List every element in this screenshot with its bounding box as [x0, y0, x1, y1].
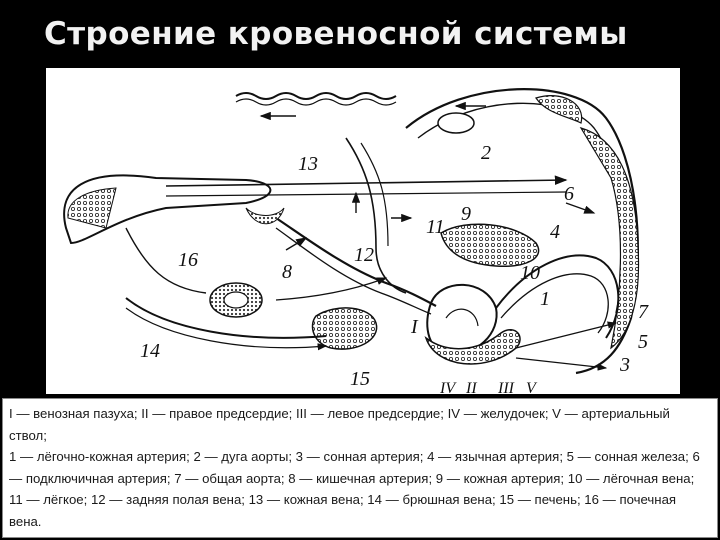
label-15: 15: [350, 368, 370, 390]
legend-heart-parts: I — венозная пазуха; II — правое предсердие; III — левое предсердие; IV — желудочек; V — артериальный ствол;: [9, 406, 670, 443]
label-9: 9: [461, 203, 471, 225]
label-7: 7: [638, 301, 648, 323]
liver: [312, 308, 376, 349]
label-roman-III: III: [498, 380, 514, 394]
label-2: 2: [481, 142, 491, 164]
label-13: 13: [298, 153, 318, 175]
diagram-drawing: [46, 68, 680, 394]
label-14: 14: [140, 340, 160, 362]
label-16: 16: [178, 249, 198, 271]
label-roman-IV: IV: [440, 380, 456, 394]
label-8: 8: [282, 261, 292, 283]
label-5: 5: [638, 331, 648, 353]
label-roman-II: II: [466, 380, 477, 394]
legend-vessels: 1 — лёгочно-кожная артерия; 2 — дуга аорты; 3 — сонная артерия; 4 — язычная артерия; 5 — сонная железа; 6 — подключичная артерия; 7 — общая аорта; 8 — кишечная артерия; 9 — кожная артерия; 10 — лёгочная вена; 11 — лёгкое; 12 — задняя полая вена; 13 — кожная вена; 14 — брюшная вена; 15 — печень; 16 — почечная вена.: [9, 449, 700, 529]
subclavian-region: [581, 128, 639, 348]
label-6: 6: [564, 183, 574, 205]
skin-capillaries: [236, 93, 396, 99]
label-3: 3: [620, 354, 630, 376]
label-4: 4: [550, 221, 560, 243]
circulatory-system-diagram: [46, 68, 680, 394]
slide-title: Строение кровеносной системы: [44, 16, 628, 52]
label-roman-I: I: [411, 316, 418, 338]
label-1: 1: [540, 288, 550, 310]
legend-caption: [2, 398, 718, 538]
label-12: 12: [354, 244, 374, 266]
label-10: 10: [520, 262, 540, 284]
label-roman-V: V: [526, 380, 536, 394]
lung: [441, 224, 539, 266]
label-11: 11: [426, 216, 445, 238]
